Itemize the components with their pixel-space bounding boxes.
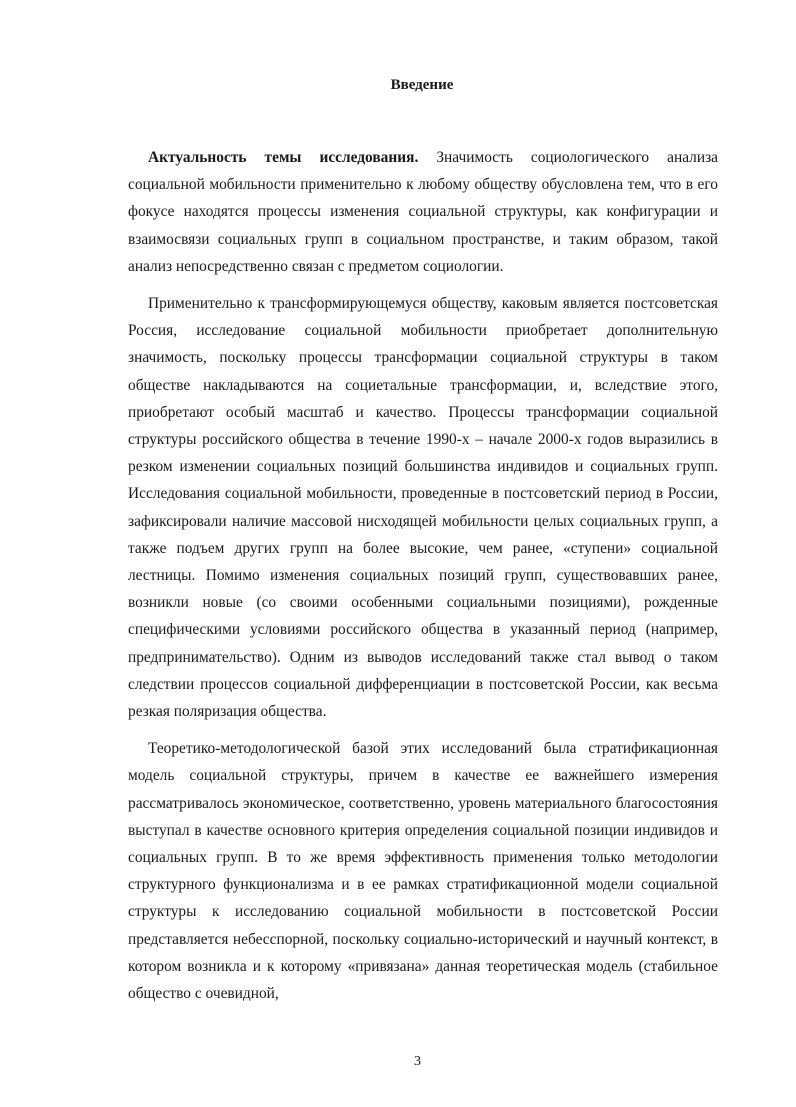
paragraph-3: Теоретико-методологической базой этих исследований была стратификационная модель социальной структуры, причем в качестве ее важнейшего измерения рассматривалось экономическое, соответственно, уровень материального благосостояния выступал в качестве основного критерия определения социальной позиции индивидов и социальных групп. В то же время эффективность применения только методологии структурного функционализма и в ее рамках стратификационной модели социальной структуры к исследованию социальной мобильности в постсоветской России представляется небесспорной, поскольку социально-исторический и научный контекст, в котором возникла и к которому «привязана» данная теоретическая модель (стабильное общество с очевидной, xyxy=(128,740,718,1003)
paragraph-2: Применительно к трансформирующемуся обществу, каковым является постсоветская Россия, исследование социальной мобильности приобретает дополнительную значимость, поскольку процессы трансформации социальной структуры в таком обществе накладываются на социетальные трансформации, и, вследствие этого, приобретают особый масштаб и качество. Процессы трансформации социальной структуры российского общества в течение 1990-х – начале 2000-х годов выразились в резком изменении социальных позиций большинства индивидов и социальных групп. Исследования социальной мобильности, проведенные в постсоветский период в России, зафиксировали наличие массовой нисходящей мобильности целых социальных групп, а также подъем других групп на более высокие, чем ранее, «ступени» социальной лестницы. Помимо изменения социальных позиций групп, существовавших ранее, возникли новые (со своими особенными социальными позициями), рожденные специфическими условиями российского общества в указанный период (например, предпринимательство). Одним из выводов исследований также стал вывод о таком следствии процессов социальной дифференциации в постсоветской России, как весьма резкая поляризация общества. xyxy=(128,295,718,721)
page-title: Введение xyxy=(390,77,454,93)
lead-heading: Актуальность темы исследования. xyxy=(148,149,419,166)
body-text xyxy=(128,144,718,1007)
paragraph-1 xyxy=(128,144,718,280)
page-number: 3 xyxy=(414,1054,421,1069)
paragraph-1-text: Значимость социологического анализа социальной мобильности применительно к любому обществу обусловлена тем, что в его фокусе находятся процессы изменения социальной структуры, как конфигурации и взаимосвязи социальных групп в социальном пространстве, и таким образом, такой анализ непосредственно связан с предметом социологии. xyxy=(128,149,719,275)
